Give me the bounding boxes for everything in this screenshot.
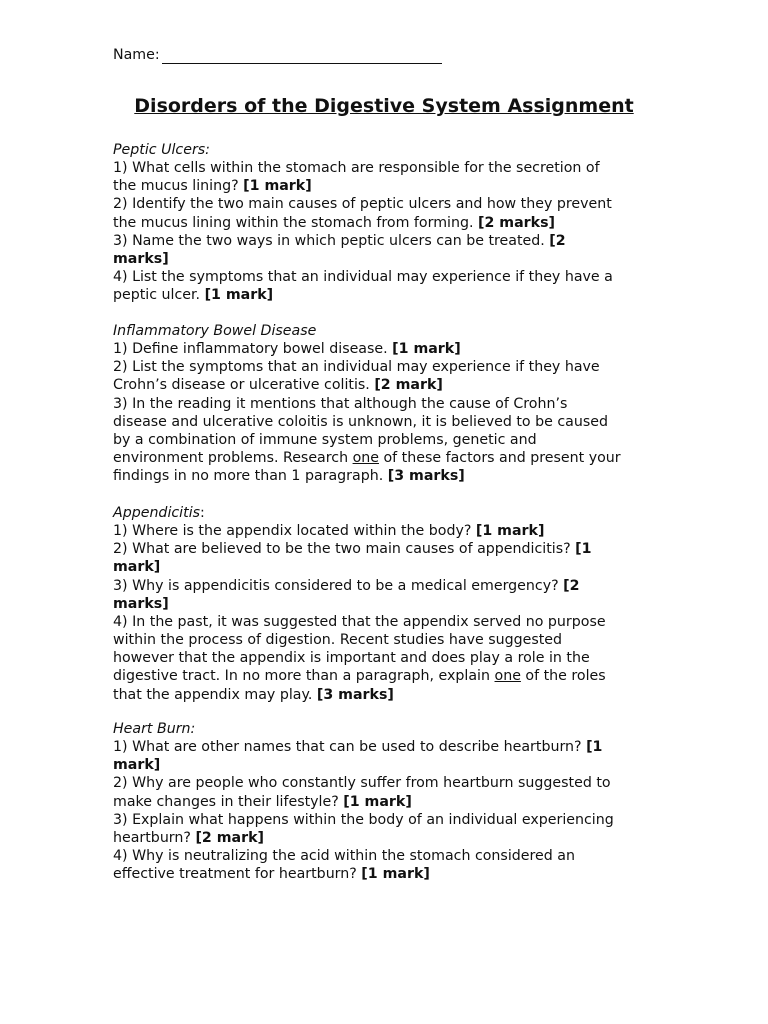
question-line (113, 522, 544, 540)
section-heading-text: Inflammatory Bowel Disease (113, 323, 317, 339)
marks-label: [2 mark] (374, 377, 443, 394)
question-text: 3) Why is appendicitis considered to be a medical emergency? (113, 577, 564, 594)
emphasis-text: one (494, 668, 521, 685)
question-text: the mucus lining within the stomach from forming. (113, 214, 478, 231)
marks-label: marks] (113, 250, 169, 267)
question-line (113, 467, 465, 485)
question-line (113, 395, 567, 413)
question-text: make changes in their lifestyle? (113, 793, 344, 810)
question-text: findings in no more than 1 paragraph. (113, 468, 388, 485)
question-text: that the appendix may play. (113, 686, 317, 703)
question-line (113, 686, 394, 704)
marks-label: [1 mark] (243, 178, 312, 195)
question-text: 4) List the symptoms that an individual may experience if they have a (113, 269, 613, 286)
marks-label: [2 (563, 577, 580, 594)
question-text: 2) What are believed to be the two main causes of appendicitis? (113, 541, 576, 558)
question-line (113, 738, 602, 756)
section-heading (113, 720, 195, 738)
question-line (113, 358, 600, 376)
section-heading (113, 504, 205, 522)
question-text: 3) Name the two ways in which peptic ulcers can be treated. (113, 232, 550, 249)
marks-label: [3 marks] (387, 468, 465, 485)
question-line (113, 756, 160, 774)
question-text: environment problems. Research (113, 450, 353, 467)
marks-label: [1 mark] (475, 523, 545, 540)
marks-label: [1 mark] (392, 341, 461, 358)
question-line (113, 613, 606, 631)
question-line (113, 631, 562, 649)
question-text: 1) What cells within the stomach are responsible for the secretion of (113, 160, 600, 177)
question-text: disease and ulcerative coloitis is unknown, it is believed to be caused (113, 413, 608, 430)
question-line (113, 667, 606, 685)
question-line (113, 431, 537, 449)
name-blank-line (162, 63, 442, 64)
question-text: 3) In the reading it mentions that although the cause of Crohn’s (113, 395, 568, 412)
page-title: Disorders of the Digestive System Assignment (134, 95, 634, 117)
marks-label: marks] (113, 595, 169, 612)
marks-label: [2 (549, 232, 566, 249)
question-line (113, 649, 590, 667)
question-text: 4) Why is neutralizing the acid within the stomach considered an (113, 848, 575, 865)
section-heading-text: Heart Burn: (113, 721, 196, 737)
question-line (113, 793, 412, 811)
marks-label: [3 marks] (316, 686, 394, 703)
question-line (113, 449, 621, 467)
question-text: Crohn’s disease or ulcerative colitis. (113, 377, 375, 394)
question-text: digestive tract. In no more than a paragraph, explain (113, 668, 495, 685)
marks-label: [1 (575, 541, 592, 558)
emphasis-text: one (352, 450, 379, 467)
question-line (113, 159, 600, 177)
question-line (113, 195, 612, 213)
question-line (113, 829, 264, 847)
question-line (113, 340, 461, 358)
marks-label: [1 mark] (361, 866, 430, 883)
marks-label: [1 (586, 739, 603, 756)
section-heading-text: Peptic Ulcers: (113, 142, 210, 158)
question-line (113, 177, 312, 195)
question-text: 1) Define inflammatory bowel disease. (113, 341, 393, 358)
question-line (113, 413, 608, 431)
question-line (113, 865, 430, 883)
question-text: effective treatment for heartburn? (113, 866, 362, 883)
section-heading-text: Appendicitis (113, 505, 201, 521)
question-line (113, 250, 169, 268)
question-line (113, 540, 592, 558)
marks-label: [1 mark] (204, 287, 274, 304)
question-text: 3) Explain what happens within the body of an individual experiencing (113, 811, 614, 828)
marks-label: mark] (113, 757, 161, 774)
marks-label: mark] (113, 559, 161, 576)
marks-label: [2 marks] (477, 214, 555, 231)
question-text: heartburn? (113, 829, 196, 846)
question-line (113, 376, 443, 394)
question-text: 1) What are other names that can be used to describe heartburn? (113, 739, 587, 756)
section-heading (113, 141, 210, 159)
question-line (113, 774, 611, 792)
question-text: by a combination of immune system problems, genetic and (113, 431, 537, 448)
question-text: 2) Identify the two main causes of peptic ulcers and how they prevent (113, 196, 612, 213)
question-text: of the roles (520, 668, 606, 685)
question-line (113, 558, 160, 576)
question-line (113, 847, 575, 865)
question-line (113, 286, 273, 304)
marks-label: [2 mark] (195, 829, 265, 846)
question-text: 2) List the symptoms that an individual may experience if they have (113, 359, 600, 376)
question-line (113, 232, 566, 250)
question-text: 4) In the past, it was suggested that the appendix served no purpose (113, 613, 606, 630)
question-line (113, 268, 613, 286)
question-line (113, 595, 169, 613)
question-text: however that the appendix is important and does play a role in the (113, 650, 590, 667)
question-text: 1) Where is the appendix located within the body? (113, 523, 476, 540)
marks-label: [1 mark] (343, 793, 412, 810)
question-line (113, 214, 555, 232)
question-text: peptic ulcer. (113, 287, 205, 304)
name-label: Name: (113, 47, 160, 63)
section-heading-suffix: : (200, 505, 205, 521)
section-heading (113, 322, 316, 340)
question-text: of these factors and present your (378, 450, 621, 467)
question-text: 2) Why are people who constantly suffer from heartburn suggested to (113, 775, 611, 792)
question-line (113, 577, 580, 595)
question-line (113, 811, 614, 829)
question-text: the mucus lining? (113, 178, 244, 195)
question-text: within the process of digestion. Recent studies have suggested (113, 632, 563, 649)
